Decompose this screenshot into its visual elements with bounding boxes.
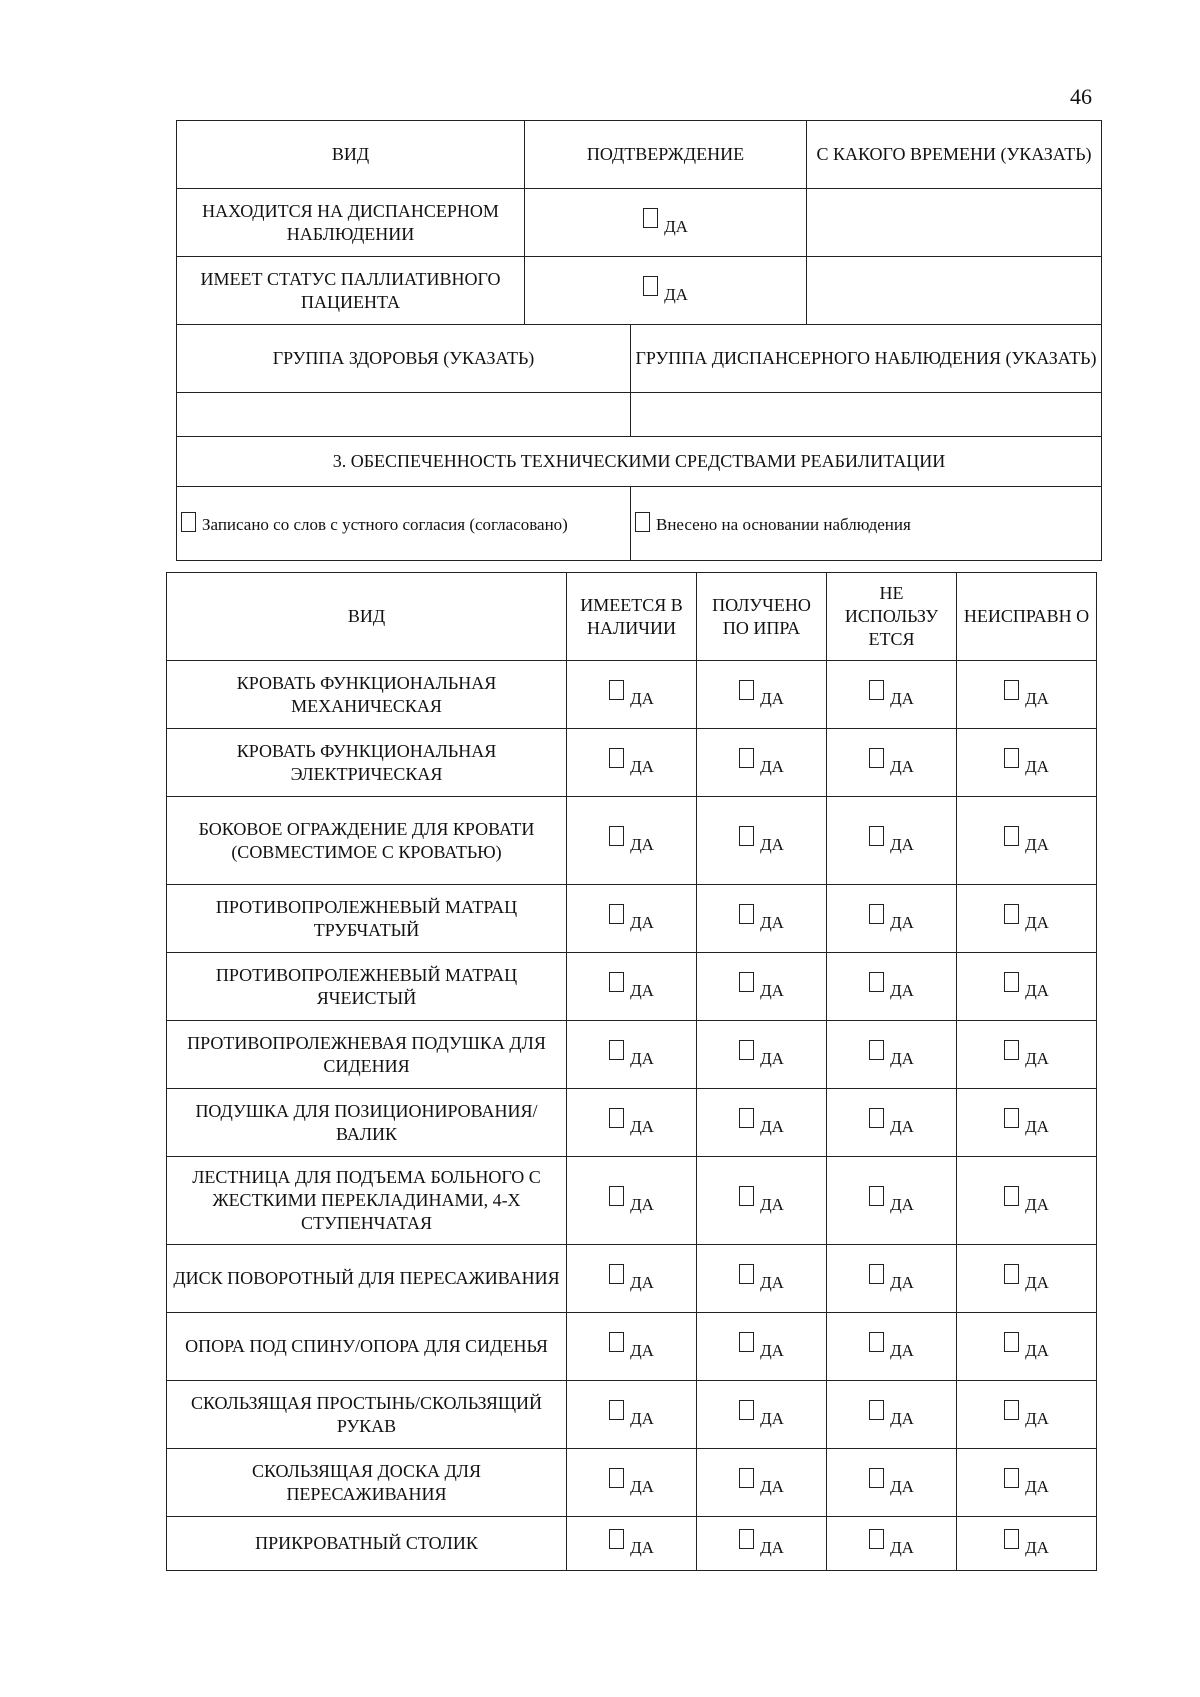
yes-label: ДА — [760, 1272, 784, 1292]
option-cell — [957, 797, 1097, 885]
table-row — [167, 1517, 1097, 1571]
yes-label: ДА — [1025, 834, 1049, 854]
yes-label: ДА — [760, 1476, 784, 1496]
checkbox[interactable] — [1004, 1332, 1019, 1352]
option-cell — [567, 885, 697, 953]
table-row — [167, 661, 1097, 729]
checkbox[interactable] — [869, 680, 884, 700]
checkbox[interactable] — [609, 1186, 624, 1206]
checkbox[interactable] — [1004, 1264, 1019, 1284]
option-cell — [827, 1021, 957, 1089]
checkbox[interactable] — [609, 1264, 624, 1284]
option-cell — [697, 1089, 827, 1157]
row-label: ПРОТИВОПРОЛЕЖНЕВЫЙ МАТРАЦ ТРУБЧАТЫЙ — [167, 885, 567, 953]
checkbox[interactable] — [739, 748, 754, 768]
means-header-not-used: НЕ ИСПОЛЬЗУ ЕТСЯ — [827, 573, 957, 661]
option-cell — [827, 1245, 957, 1313]
option-cell — [697, 953, 827, 1021]
header-confirmation: ПОДТВЕРЖДЕНИЕ — [525, 121, 807, 189]
header-since: С КАКОГО ВРЕМЕНИ (УКАЗАТЬ) — [807, 121, 1102, 189]
means-header-kind: ВИД — [167, 573, 567, 661]
option-cell — [957, 661, 1097, 729]
option-cell — [827, 1381, 957, 1449]
option-cell — [697, 1381, 827, 1449]
yes-label: ДА — [890, 1194, 914, 1214]
row-label: ПРОТИВОПРОЛЕЖНЕВАЯ ПОДУШКА ДЛЯ СИДЕНИЯ — [167, 1021, 567, 1089]
yes-label: ДА — [630, 1048, 654, 1068]
yes-label: ДА — [1025, 1408, 1049, 1428]
option-cell — [567, 1313, 697, 1381]
table-row — [167, 1245, 1097, 1313]
checkbox[interactable] — [181, 512, 196, 532]
checkbox[interactable] — [739, 904, 754, 924]
table-row — [167, 1089, 1097, 1157]
checkbox[interactable] — [739, 1108, 754, 1128]
since-field-palliative[interactable] — [807, 257, 1102, 325]
yes-label: ДА — [890, 1408, 914, 1428]
header-health-group: ГРУППА ЗДОРОВЬЯ (УКАЗАТЬ) — [177, 325, 631, 393]
option-cell — [957, 1517, 1097, 1571]
checkbox[interactable] — [1004, 972, 1019, 992]
option-cell — [567, 1449, 697, 1517]
yes-label: ДА — [630, 1194, 654, 1214]
yes-label: ДА — [1025, 756, 1049, 776]
yes-label: ДА — [890, 980, 914, 1000]
yes-label: ДА — [890, 912, 914, 932]
option-cell — [697, 797, 827, 885]
yes-label: ДА — [760, 1537, 784, 1557]
option-cell — [957, 1245, 1097, 1313]
table-row — [167, 1449, 1097, 1517]
row-label: БОКОВОЕ ОГРАЖДЕНИЕ ДЛЯ КРОВАТИ (СОВМЕСТИМОЕ С КРОВАТЬЮ) — [167, 797, 567, 885]
checkbox[interactable] — [739, 680, 754, 700]
option-cell — [957, 1381, 1097, 1449]
option-cell — [697, 1517, 827, 1571]
confirm-cell-dispensary — [525, 189, 807, 257]
option-cell — [567, 1021, 697, 1089]
checkbox[interactable] — [739, 826, 754, 846]
checkbox[interactable] — [739, 1529, 754, 1549]
checkbox[interactable] — [643, 276, 658, 296]
option-cell — [957, 953, 1097, 1021]
yes-label: ДА — [890, 688, 914, 708]
option-cell — [827, 797, 957, 885]
yes-label: ДА — [760, 912, 784, 932]
checkbox[interactable] — [869, 1186, 884, 1206]
option-cell — [827, 1089, 957, 1157]
table-row — [167, 1021, 1097, 1089]
source-oral-cell — [177, 487, 631, 561]
yes-label: ДА — [890, 1048, 914, 1068]
yes-label: ДА — [890, 1272, 914, 1292]
checkbox[interactable] — [869, 972, 884, 992]
checkbox[interactable] — [869, 826, 884, 846]
checkbox[interactable] — [869, 1040, 884, 1060]
yes-label: ДА — [760, 1048, 784, 1068]
table-row — [167, 953, 1097, 1021]
yes-label: ДА — [630, 1116, 654, 1136]
option-cell — [567, 1381, 697, 1449]
option-cell — [957, 729, 1097, 797]
row-label: ДИСК ПОВОРОТНЫЙ ДЛЯ ПЕРЕСАЖИВАНИЯ — [167, 1245, 567, 1313]
yes-label: ДА — [1025, 1116, 1049, 1136]
checkbox[interactable] — [609, 748, 624, 768]
option-cell — [957, 1313, 1097, 1381]
checkbox[interactable] — [869, 1529, 884, 1549]
yes-label: ДА — [630, 912, 654, 932]
option-cell — [827, 1449, 957, 1517]
option-cell — [567, 953, 697, 1021]
checkbox[interactable] — [869, 904, 884, 924]
yes-label: ДА — [890, 1476, 914, 1496]
option-cell — [697, 1245, 827, 1313]
checkbox[interactable] — [609, 1108, 624, 1128]
yes-label: ДА — [630, 1340, 654, 1360]
source-observed-cell — [631, 487, 1102, 561]
row-label-palliative: ИМЕЕТ СТАТУС ПАЛЛИАТИВНОГО ПАЦИЕНТА — [177, 257, 525, 325]
table-row — [167, 885, 1097, 953]
yes-label: ДА — [890, 1340, 914, 1360]
checkbox[interactable] — [739, 1468, 754, 1488]
option-cell — [567, 1089, 697, 1157]
since-field-dispensary[interactable] — [807, 189, 1102, 257]
checkbox[interactable] — [609, 826, 624, 846]
row-label: СКОЛЬЗЯЩАЯ ДОСКА ДЛЯ ПЕРЕСАЖИВАНИЯ — [167, 1449, 567, 1517]
checkbox[interactable] — [1004, 1040, 1019, 1060]
option-cell — [957, 885, 1097, 953]
yes-label: ДА — [664, 216, 688, 236]
checkbox[interactable] — [609, 1529, 624, 1549]
checkbox[interactable] — [869, 1400, 884, 1420]
checkbox[interactable] — [739, 1040, 754, 1060]
option-cell — [567, 1517, 697, 1571]
checkbox[interactable] — [739, 1264, 754, 1284]
status-table — [176, 120, 1102, 561]
yes-label: ДА — [1025, 1340, 1049, 1360]
checkbox[interactable] — [739, 1400, 754, 1420]
yes-label: ДА — [760, 688, 784, 708]
option-cell — [827, 729, 957, 797]
checkbox[interactable] — [1004, 1186, 1019, 1206]
table-row — [167, 1381, 1097, 1449]
yes-label: ДА — [760, 1340, 784, 1360]
checkbox[interactable] — [609, 972, 624, 992]
option-cell — [697, 661, 827, 729]
checkbox[interactable] — [1004, 826, 1019, 846]
checkbox[interactable] — [869, 748, 884, 768]
rehab-means-table — [166, 572, 1097, 1571]
means-header-available: ИМЕЕТСЯ В НАЛИЧИИ — [567, 573, 697, 661]
checkbox[interactable] — [869, 1332, 884, 1352]
option-cell — [827, 1313, 957, 1381]
option-cell — [827, 1517, 957, 1571]
yes-label: ДА — [1025, 1272, 1049, 1292]
option-cell — [957, 1157, 1097, 1245]
checkbox[interactable] — [739, 972, 754, 992]
yes-label: ДА — [1025, 688, 1049, 708]
option-cell — [697, 1449, 827, 1517]
yes-label: ДА — [760, 1408, 784, 1428]
means-header-faulty: НЕИСПРАВН О — [957, 573, 1097, 661]
row-label-dispensary: НАХОДИТСЯ НА ДИСПАНСЕРНОМ НАБЛЮДЕНИИ — [177, 189, 525, 257]
checkbox[interactable] — [643, 208, 658, 228]
option-cell — [567, 1157, 697, 1245]
checkbox[interactable] — [1004, 1468, 1019, 1488]
yes-label: ДА — [890, 1537, 914, 1557]
yes-label: ДА — [1025, 1194, 1049, 1214]
header-kind: ВИД — [177, 121, 525, 189]
means-header-received: ПОЛУЧЕНО ПО ИПРА — [697, 573, 827, 661]
yes-label: ДА — [630, 1476, 654, 1496]
option-cell — [567, 661, 697, 729]
yes-label: ДА — [1025, 912, 1049, 932]
checkbox[interactable] — [635, 512, 650, 532]
checkbox[interactable] — [1004, 1400, 1019, 1420]
yes-label: ДА — [630, 834, 654, 854]
row-label: ПРИКРОВАТНЫЙ СТОЛИК — [167, 1517, 567, 1571]
yes-label: ДА — [630, 688, 654, 708]
yes-label: ДА — [760, 1116, 784, 1136]
option-cell — [827, 953, 957, 1021]
option-cell — [957, 1021, 1097, 1089]
row-label: ОПОРА ПОД СПИНУ/ОПОРА ДЛЯ СИДЕНЬЯ — [167, 1313, 567, 1381]
checkbox[interactable] — [1004, 680, 1019, 700]
row-label: ЛЕСТНИЦА ДЛЯ ПОДЪЕМА БОЛЬНОГО С ЖЕСТКИМИ ПЕРЕКЛАДИНАМИ, 4-Х СТУПЕНЧАТАЯ — [167, 1157, 567, 1245]
yes-label: ДА — [1025, 980, 1049, 1000]
checkbox[interactable] — [609, 1040, 624, 1060]
checkbox[interactable] — [869, 1108, 884, 1128]
yes-label: ДА — [630, 980, 654, 1000]
row-label: ПРОТИВОПРОЛЕЖНЕВЫЙ МАТРАЦ ЯЧЕИСТЫЙ — [167, 953, 567, 1021]
option-cell — [827, 885, 957, 953]
checkbox[interactable] — [609, 904, 624, 924]
yes-label: ДА — [760, 1194, 784, 1214]
option-cell — [697, 1313, 827, 1381]
row-label: СКОЛЬЗЯЩАЯ ПРОСТЫНЬ/СКОЛЬЗЯЩИЙ РУКАВ — [167, 1381, 567, 1449]
yes-label: ДА — [760, 980, 784, 1000]
option-cell — [827, 1157, 957, 1245]
yes-label: ДА — [1025, 1048, 1049, 1068]
yes-label: ДА — [1025, 1476, 1049, 1496]
source-oral-label: Записано со слов с устного согласия (согласовано) — [202, 514, 568, 534]
option-cell — [697, 1157, 827, 1245]
option-cell — [697, 1021, 827, 1089]
confirm-cell-palliative — [525, 257, 807, 325]
checkbox[interactable] — [1004, 1108, 1019, 1128]
page-number: 46 — [1070, 84, 1092, 109]
table-row — [167, 1313, 1097, 1381]
section-title: 3. ОБЕСПЕЧЕННОСТЬ ТЕХНИЧЕСКИМИ СРЕДСТВАМИ РЕАБИЛИТАЦИИ — [177, 437, 1102, 487]
checkbox[interactable] — [869, 1264, 884, 1284]
row-label: ПОДУШКА ДЛЯ ПОЗИЦИОНИРОВАНИЯ/ВАЛИК — [167, 1089, 567, 1157]
yes-label: ДА — [890, 1116, 914, 1136]
checkbox[interactable] — [1004, 1529, 1019, 1549]
row-label: КРОВАТЬ ФУНКЦИОНАЛЬНАЯ МЕХАНИЧЕСКАЯ — [167, 661, 567, 729]
checkbox[interactable] — [1004, 904, 1019, 924]
option-cell — [697, 729, 827, 797]
checkbox[interactable] — [609, 1400, 624, 1420]
checkbox[interactable] — [739, 1332, 754, 1352]
option-cell — [567, 729, 697, 797]
row-label: КРОВАТЬ ФУНКЦИОНАЛЬНАЯ ЭЛЕКТРИЧЕСКАЯ — [167, 729, 567, 797]
source-observed-label: Внесено на основании наблюдения — [656, 514, 911, 534]
table-row — [167, 797, 1097, 885]
checkbox[interactable] — [609, 1332, 624, 1352]
dispensary-group-field[interactable] — [631, 393, 1102, 437]
yes-label: ДА — [664, 284, 688, 304]
yes-label: ДА — [1025, 1537, 1049, 1557]
option-cell — [957, 1089, 1097, 1157]
option-cell — [957, 1449, 1097, 1517]
checkbox[interactable] — [739, 1186, 754, 1206]
option-cell — [567, 1245, 697, 1313]
option-cell — [697, 885, 827, 953]
yes-label: ДА — [890, 756, 914, 776]
checkbox[interactable] — [1004, 748, 1019, 768]
yes-label: ДА — [630, 1537, 654, 1557]
health-group-field[interactable] — [177, 393, 631, 437]
table-row — [167, 729, 1097, 797]
option-cell — [567, 797, 697, 885]
yes-label: ДА — [630, 1408, 654, 1428]
table-row — [167, 1157, 1097, 1245]
yes-label: ДА — [760, 834, 784, 854]
header-dispensary-group: ГРУППА ДИСПАНСЕРНОГО НАБЛЮДЕНИЯ (УКАЗАТЬ) — [631, 325, 1102, 393]
yes-label: ДА — [760, 756, 784, 776]
checkbox[interactable] — [609, 680, 624, 700]
checkbox[interactable] — [609, 1468, 624, 1488]
option-cell — [827, 661, 957, 729]
yes-label: ДА — [630, 1272, 654, 1292]
yes-label: ДА — [630, 756, 654, 776]
yes-label: ДА — [890, 834, 914, 854]
checkbox[interactable] — [869, 1468, 884, 1488]
